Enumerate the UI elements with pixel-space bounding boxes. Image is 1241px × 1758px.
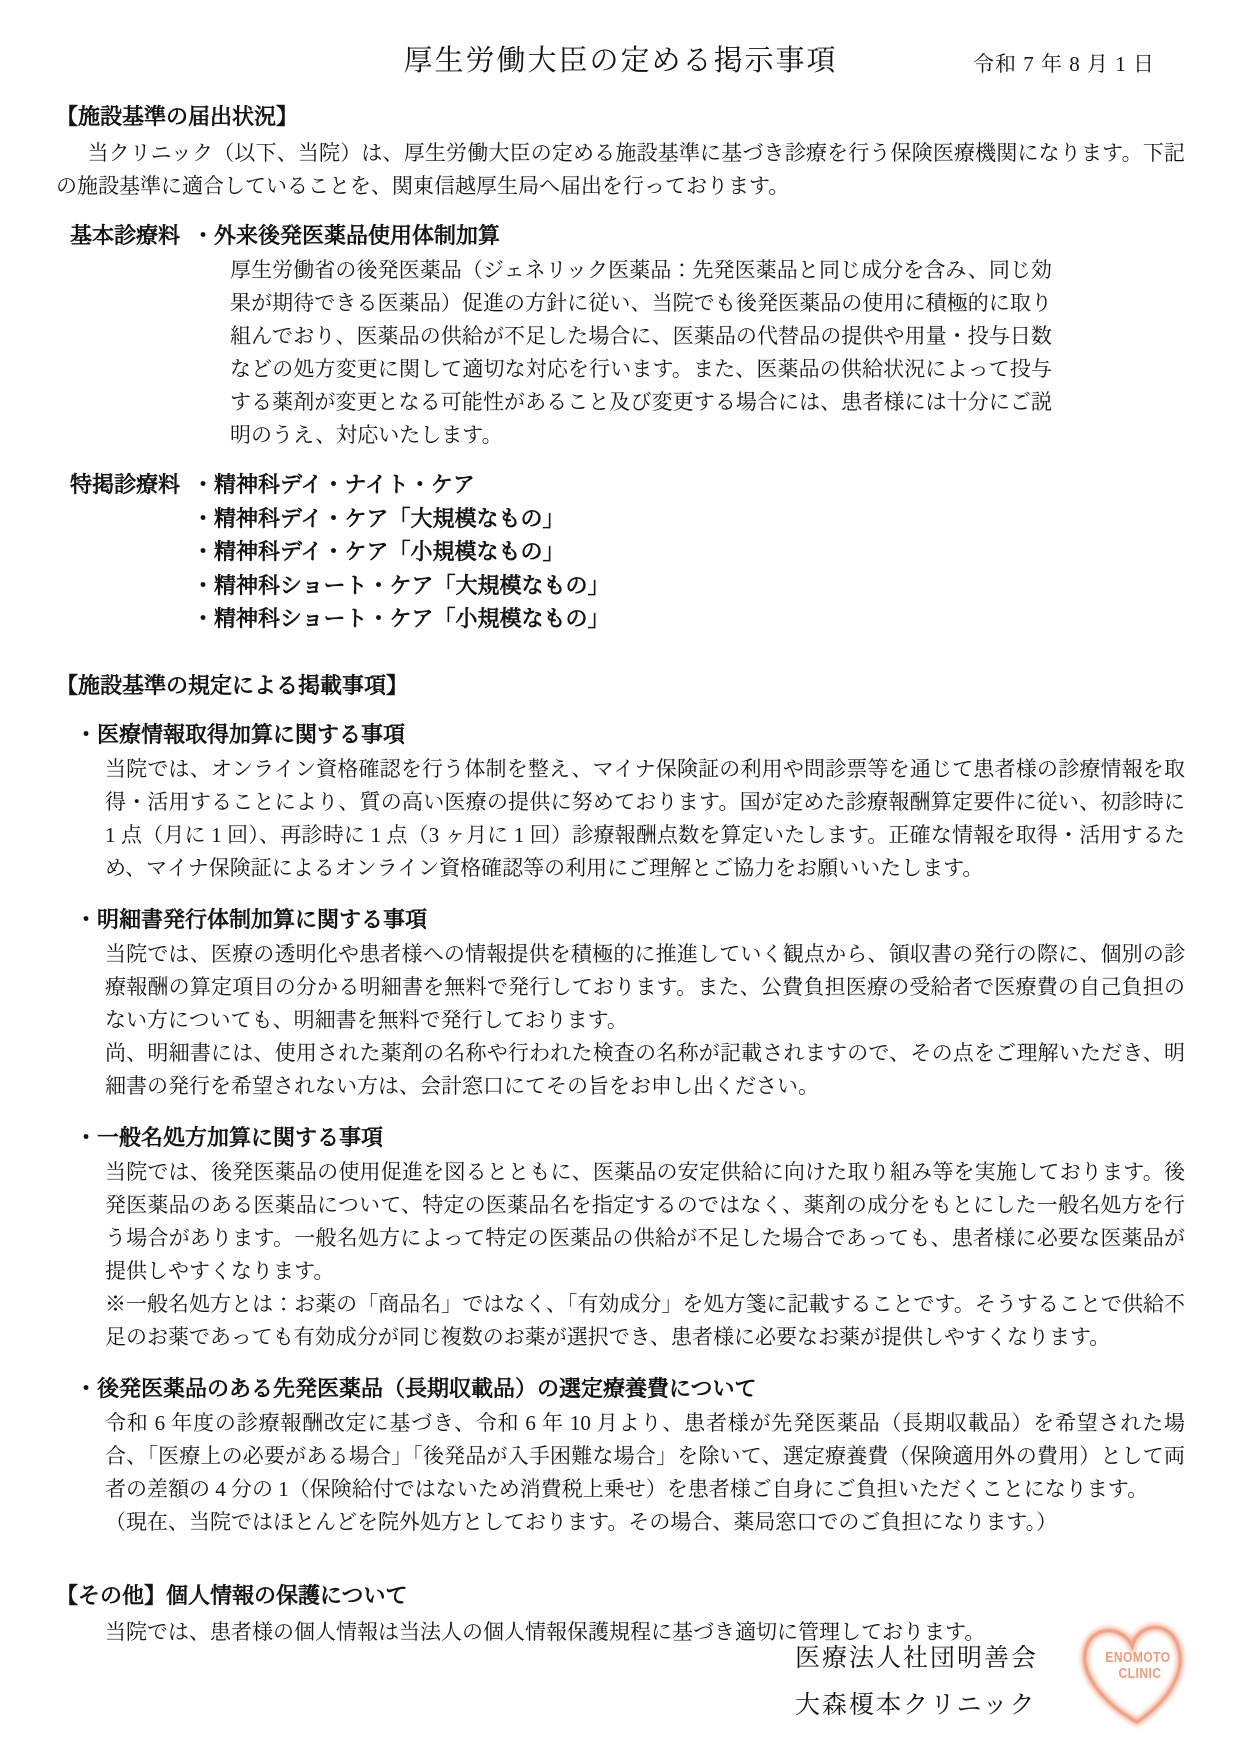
document-footer (795, 1612, 1198, 1752)
organization-name: 医療法人社団明善会 (795, 1644, 1039, 1672)
section1-heading: 【施設基準の届出状況】 (56, 104, 299, 129)
page-title: 厚生労働大臣の定める掲示事項 (403, 45, 838, 77)
posted-item-paragraph: 令和 6 年度の診療報酬改定に基づき、令和 6 年 10 月より、患者様が先発医薬品（長期収載品）を希望された場合、「医療上の必要がある場合」「後発品が入手困難な場合」を除いて、選定療養費（保険適用外の費用）として両者の差額の 4 分の 1（保険給付ではないため消費税上乗せ）を患者様ご自身にご負担いただくことになります。 (105, 1410, 1185, 1501)
special-fee-label: 特掲診療料 (70, 472, 181, 498)
logo-text-line2: CLINIC (1118, 1664, 1162, 1682)
section-notification-status (56, 100, 1185, 635)
posted-item-paragraph: ※一般名処方とは：お薬の「商品名」ではなく、「有効成分」を処方箋に記載することです。そうすることで供給不足のお薬であっても有効成分が同じ複数のお薬が選択でき、患者様に必要なお薬が提供しやすくなります。 (105, 1291, 1185, 1349)
posted-item-title: ・一般名処方加算に関する事項 (75, 1125, 384, 1151)
section3-heading: 【その他】個人情報の保護について (56, 1582, 408, 1608)
posted-item (56, 1121, 1185, 1354)
posted-item-title: ・医療情報取得加算に関する事項 (75, 722, 406, 748)
special-fee-item: ・精神科デイ・ケア「大規模なもの」 (192, 505, 565, 531)
section-posted-matters (56, 669, 1185, 1538)
special-fee-row (70, 468, 1185, 635)
section2-heading: 【施設基準の規定による掲載事項】 (56, 673, 409, 699)
heart-logo-icon (1072, 1612, 1198, 1752)
section1-intro: 当クリニック（以下、当院）は、厚生労働大臣の定める施設基準に基づき診療を行う保険医療機関になります。下記の施設基準に適合していることを、関東信越厚生局へ届出を行っております。 (56, 141, 1185, 198)
basic-fee-description: 厚生労働省の後発医薬品（ジェネリック医薬品：先発医薬品と同じ成分を含み、同じ効果が期待できる医薬品）促進の方針に従い、当院でも後発医薬品の使用に積極的に取り組んでおり、医薬品の供給が不足した場合に、医薬品の代替品の提供や用量・投与日数などの処方変更に関して適切な対応を行います。また、医薬品の供給状況によって投与する薬剤が変更となる可能性があること及び変更する場合には、患者様には十分にご説明のうえ、対応いたします。 (230, 258, 1052, 448)
footer-signature (795, 1635, 1038, 1730)
posted-item-title: ・明細書発行体制加算に関する事項 (75, 907, 428, 933)
posted-item-paragraph: （現在、当院ではほとんどを院外処方としております。その場合、薬局窓口でのご負担になります。） (105, 1509, 1058, 1534)
posted-item (56, 1372, 1185, 1539)
section3-body: 当院では、患者様の個人情報は当法人の個人情報保護規程に基づき適切に管理しております。 (105, 1619, 986, 1644)
special-fee-item: ・精神科ショート・ケア「小規模なもの」 (192, 605, 610, 631)
logo-text-line1: ENOMOTO (1105, 1648, 1171, 1666)
document-header (56, 38, 1185, 86)
posted-item-paragraph: 尚、明細書には、使用された薬剤の名称や行われた検査の名称が記載されますので、その点をご理解いただき、明細書の発行を希望されない方は、会計窓口にてその旨をお申し出ください。 (105, 1041, 1185, 1099)
basic-fee-label: 基本診療料 (70, 222, 181, 248)
basic-fee-item: ・外来後発医薬品使用体制加算 (192, 222, 501, 248)
document-date: 令和 7 年 8 月 1 日 (973, 52, 1155, 76)
posted-item (56, 718, 1185, 885)
special-fee-list (192, 468, 610, 635)
clinic-logo (1072, 1612, 1198, 1752)
special-fee-item: ・精神科デイ・ケア「小規模なもの」 (192, 539, 565, 565)
basic-fee-row (70, 219, 1185, 252)
posted-item-paragraph: 当院では、オンライン資格確認を行う体制を整え、マイナ保険証の利用や問診票等を通じて患者様の診療情報を取得・活用することにより、質の高い医療の提供に努めております。国が定めた診療報酬算定要件に従い、初診時に 1 点（月に 1 回）、再診時に 1 点（3 ヶ月に 1 回）診療報酬点数を算定いたします。正確な情報を取得・活用するため、マイナ保険証によるオンライン資格確認等の利用にご理解とご協力をお願いいたします。 (105, 757, 1185, 881)
posted-item-paragraph: 当院では、後発医薬品の使用促進を図るとともに、医薬品の安定供給に向けた取り組み等を実施しております。後発医薬品のある医薬品について、特定の医薬品名を指定するのではなく、薬剤の成分をもとにした一般名処方を行う場合があります。一般名処方によって特定の医薬品の供給が不足した場合であっても、患者様に必要な医薬品が提供しやすくなります。 (105, 1160, 1185, 1283)
clinic-name: 大森榎本クリニック (795, 1692, 1037, 1719)
posted-item (56, 903, 1185, 1103)
posted-item-title: ・後発医薬品のある先発医薬品（長期収載品）の選定療養費について (75, 1375, 757, 1401)
posted-item-paragraph: 当院では、医療の透明化や患者様への情報提供を積極的に推進していく観点から、領収書の発行の際に、個別の診療報酬の算定項目の分かる明細書を無料で発行しております。また、公費負担医療の受給者で医療費の自己負担のない方についても、明細書を無料で発行しております。 (105, 942, 1185, 1033)
special-fee-item: ・精神科デイ・ナイト・ケア (192, 472, 475, 498)
special-fee-item: ・精神科ショート・ケア「大規模なもの」 (192, 572, 610, 598)
